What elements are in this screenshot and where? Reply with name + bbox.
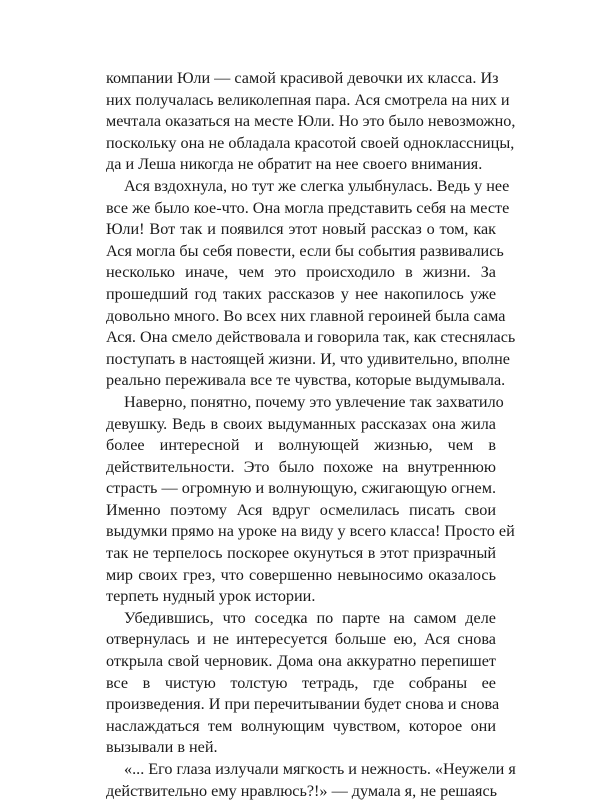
text-line: поступать в настоящей жизни. И, что удивительно, вполне [106,349,510,368]
paragraph [106,392,515,608]
text-line: Наверно, понятно, почему это увлечение так захватило [124,392,504,411]
text-line: Юли! Вот так и появился этот новый рассказ о том, как [106,220,496,239]
text-line: девушку. Ведь в своих выдуманных рассказах она жила [106,414,496,433]
text-line: все в чистую толстую тетрадь, где собраны ее [106,673,496,692]
text-line: компании Юли — самой красивой девочки их класса. Из [106,69,499,87]
text-line: страсть — огромную и волнующую, сжигающую огнем. [106,479,496,498]
text-line: Ася вздохнула, но тут же слегка улыбнулась. Ведь у нее [124,176,510,195]
text-line: поскольку она не обладала красотой своей одноклассницы, [106,133,515,152]
text-line: так не терпелось поскорее окунуться в этот призрачный [106,544,496,563]
paragraph [106,68,516,176]
text-line: них получалась великолепная пара. Ася смотрела на них и [106,90,510,109]
text-line: все же было кое-что. Она могла представить себя на месте [106,198,510,217]
text-line: действительности. Это было похоже на внутреннюю [106,457,496,476]
text-line: мир своих грез, что совершенно невыносимо оказалось [106,565,496,584]
text-line: Ася. Она смело действовала и говорила так, как стеснялась [106,328,516,347]
text-line: более интересной и волнующей жизнью, чем в [106,436,496,455]
text-line: наслаждаться тем волнующим чувством, которое они [106,716,496,735]
paragraph [106,608,500,759]
text-line: действительно ему нравлюсь?!» — думала я, не решаясь [106,781,498,800]
paragraph [106,176,516,392]
text-line: Убедившись, что соседка по парте на самом деле [124,608,496,627]
text-line: Именно поэтому Ася вдруг осмелилась писать свои [106,500,496,519]
text-line: вызывали в ней. [106,738,218,757]
text-line: довольно много. Во всех них главной героиней была сама [106,306,506,325]
text-line: открыла свой черновик. Дома она аккуратно перепишет [106,652,496,671]
paragraph [106,759,516,802]
text-line: да и Леша никогда не обратит на нее своего внимания. [106,155,483,174]
text-line: выдумки прямо на уроке на виду у всего класса! Просто ей [106,522,515,541]
text-line: терпеть нудный урок истории. [106,587,316,606]
text-line: мечтала оказаться на месте Юли. Но это было невозможно, [106,112,516,131]
text-line: реально переживала все те чувства, которые выдумывала. [106,371,506,390]
text-line: произведения. И при перечитывании будет снова и снова [106,695,500,714]
text-line: Ася могла бы себя повести, если бы события развивались [106,241,504,260]
body-text [106,68,516,802]
text-line: «... Его глаза излучали мягкость и нежность. «Неужели я [124,760,516,778]
text-line: отвернулась и не интересуется больше ею, Ася снова [106,630,496,649]
text-line: несколько иначе, чем это происходило в жизни. За [106,263,496,282]
text-line: прошедший год таких рассказов у нее накопилось уже [106,284,496,303]
